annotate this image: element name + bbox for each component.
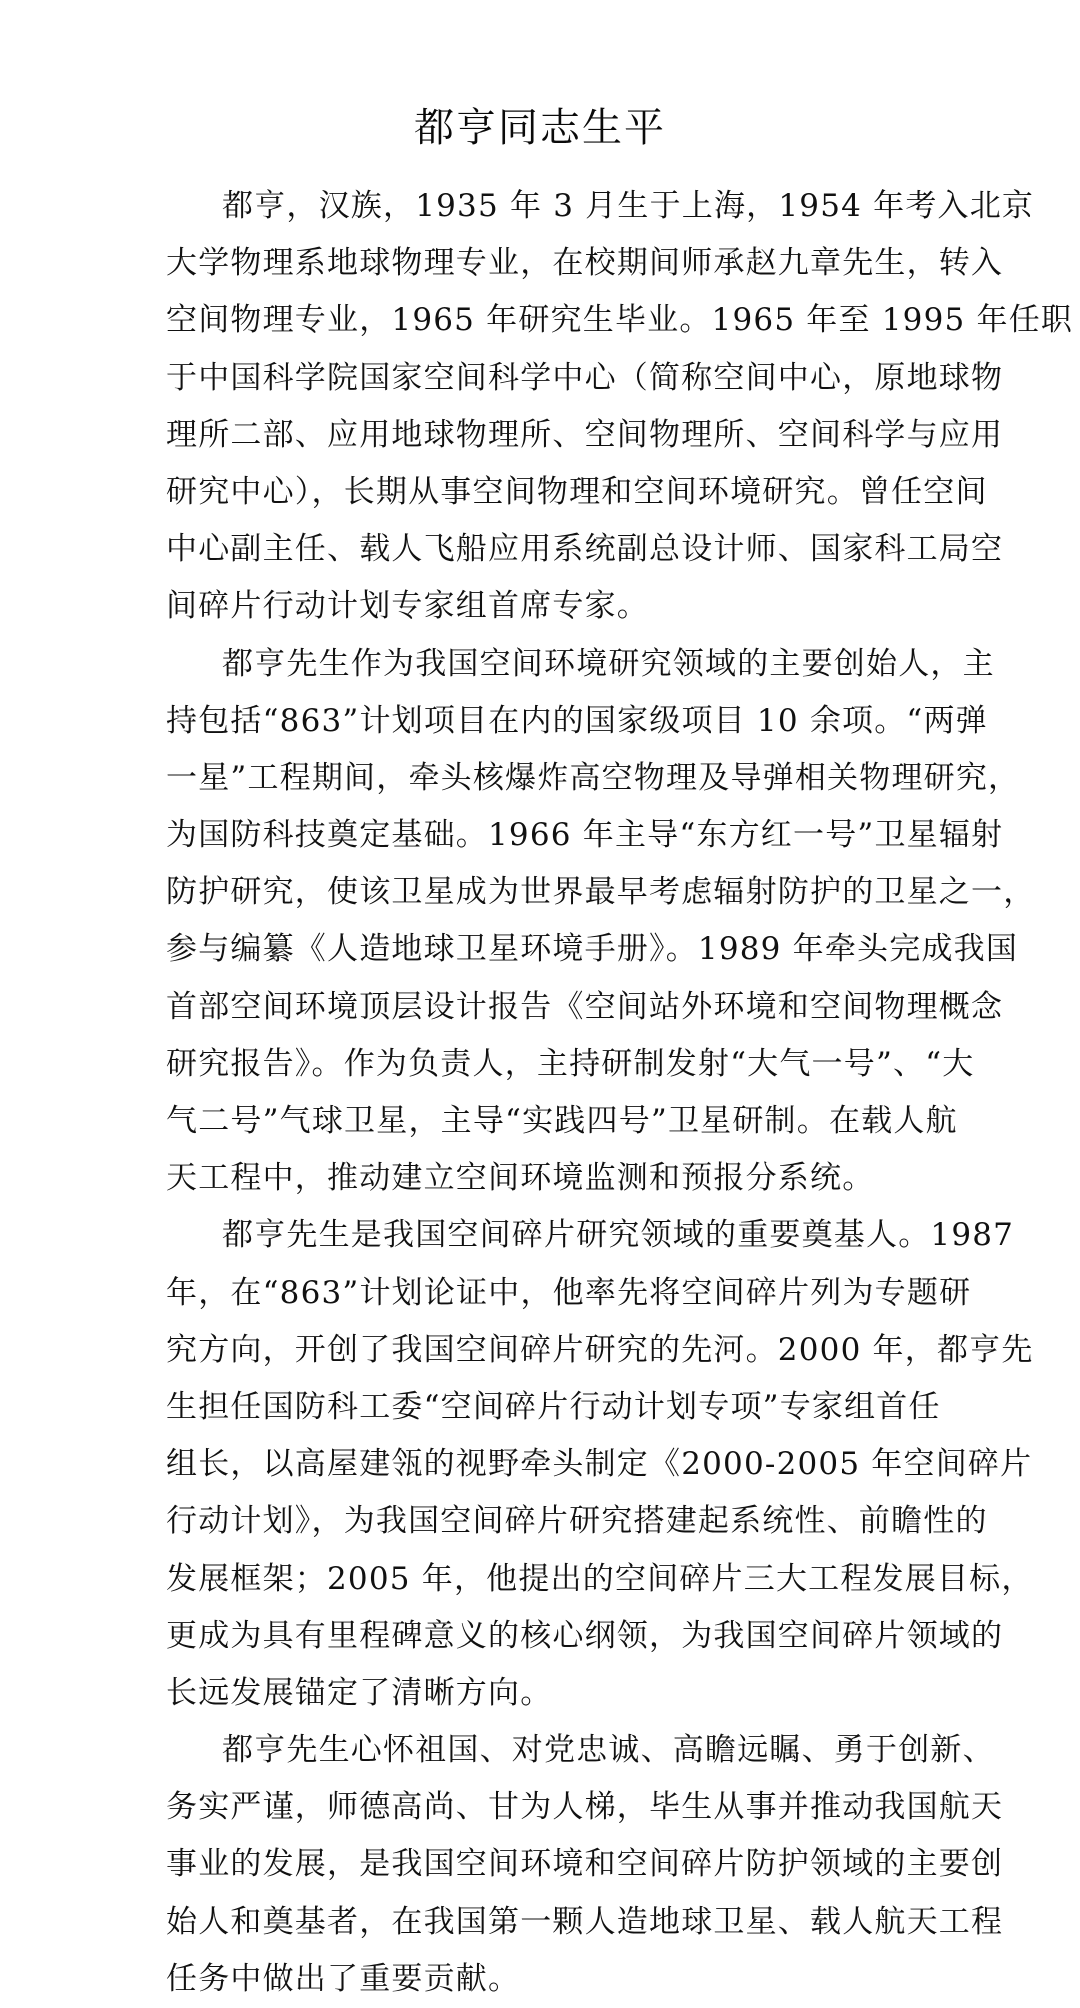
paragraph-line: 于中国科学院国家空间科学中心（简称空间中心，原地球物 (166, 359, 1004, 396)
paragraph-line: 为国防科技奠定基础。1966 年主导“东方红一号”卫星辐射 (166, 817, 1004, 854)
document-body (166, 178, 1074, 2008)
paragraph-line: 都亨先生是我国空间碎片研究领域的重要奠基人。1987 (222, 1217, 1015, 1254)
paragraph-line: 更成为具有里程碑意义的核心纲领，为我国空间碎片领域的 (166, 1617, 1004, 1654)
paragraph-3 (166, 1207, 1034, 1722)
paragraph-line: 究方向，开创了我国空间碎片研究的先河。2000 年，都亨先 (166, 1331, 1034, 1368)
paragraph-line: 空间物理专业，1965 年研究生毕业。1965 年至 1995 年任职 (166, 302, 1074, 339)
paragraph-4 (166, 1722, 1004, 2008)
paragraph-line: 首部空间环境顶层设计报告《空间站外环境和空间物理概念 (166, 988, 1004, 1025)
paragraph-line: 年，在“863”计划论证中，他率先将空间碎片列为专题研 (166, 1274, 972, 1311)
paragraph-line: 组长，以高屋建瓴的视野牵头制定《2000-2005 年空间碎片 (166, 1446, 1033, 1483)
paragraph-line: 理所二部、应用地球物理所、空间物理所、空间科学与应用 (166, 416, 1004, 453)
paragraph-line: 间碎片行动计划专家组首席专家。 (166, 588, 649, 625)
paragraph-line: 始人和奠基者，在我国第一颗人造地球卫星、载人航天工程 (166, 1903, 1004, 1940)
paragraph-line: 发展框架；2005 年，他提出的空间碎片三大工程发展目标， (166, 1560, 1034, 1597)
paragraph-line: 行动计划》，为我国空间碎片研究搭建起系统性、前瞻性的 (166, 1503, 988, 1540)
paragraph-line: 都亨先生作为我国空间环境研究领域的主要创始人，主 (222, 645, 995, 682)
paragraph-line: 持包括“863”计划项目在内的国家级项目 10 余项。“两弹 (166, 702, 988, 739)
paragraph-2 (166, 636, 1036, 1208)
paragraph-line: 一星”工程期间，牵头核爆炸高空物理及导弹相关物理研究， (166, 759, 1021, 796)
paragraph-line: 生担任国防科工委“空间碎片行动计划专项”专家组首任 (166, 1388, 941, 1425)
paragraph-line: 务实严谨，师德高尚、甘为人梯，毕生从事并推动我国航天 (166, 1789, 1004, 1826)
paragraph-line: 研究中心），长期从事空间物理和空间环境研究。曾任空间 (166, 473, 988, 510)
paragraph-line: 事业的发展，是我国空间环境和空间碎片防护领域的主要创 (166, 1846, 1004, 1883)
paragraph-line: 都亨先生心怀祖国、对党忠诚、高瞻远瞩、勇于创新、 (222, 1732, 995, 1769)
paragraph-line: 长远发展锚定了清晰方向。 (166, 1674, 553, 1711)
page-title: 都亨同志生平 (414, 105, 666, 151)
paragraph-line: 参与编纂《人造地球卫星环境手册》。1989 年牵头完成我国 (166, 931, 1019, 968)
paragraph-line: 大学物理系地球物理专业，在校期间师承赵九章先生，转入 (166, 245, 1004, 282)
paragraph-line: 天工程中，推动建立空间环境监测和预报分系统。 (166, 1160, 875, 1197)
paragraph-line: 任务中做出了重要贡献。 (166, 1960, 521, 1997)
paragraph-line: 防护研究，使该卫星成为世界最早考虑辐射防护的卫星之一， (166, 874, 1036, 911)
paragraph-line: 都亨，汉族，1935 年 3 月生于上海，1954 年考入北京 (222, 188, 1035, 224)
paragraph-1 (166, 178, 1074, 636)
paragraph-line: 气二号”气球卫星，主导“实践四号”卫星研制。在载人航 (166, 1103, 958, 1139)
paragraph-line: 中心副主任、载人飞船应用系统副总设计师、国家科工局空 (166, 531, 1004, 568)
paragraph-line: 研究报告》。作为负责人，主持研制发射“大气一号”、“大 (166, 1045, 975, 1082)
